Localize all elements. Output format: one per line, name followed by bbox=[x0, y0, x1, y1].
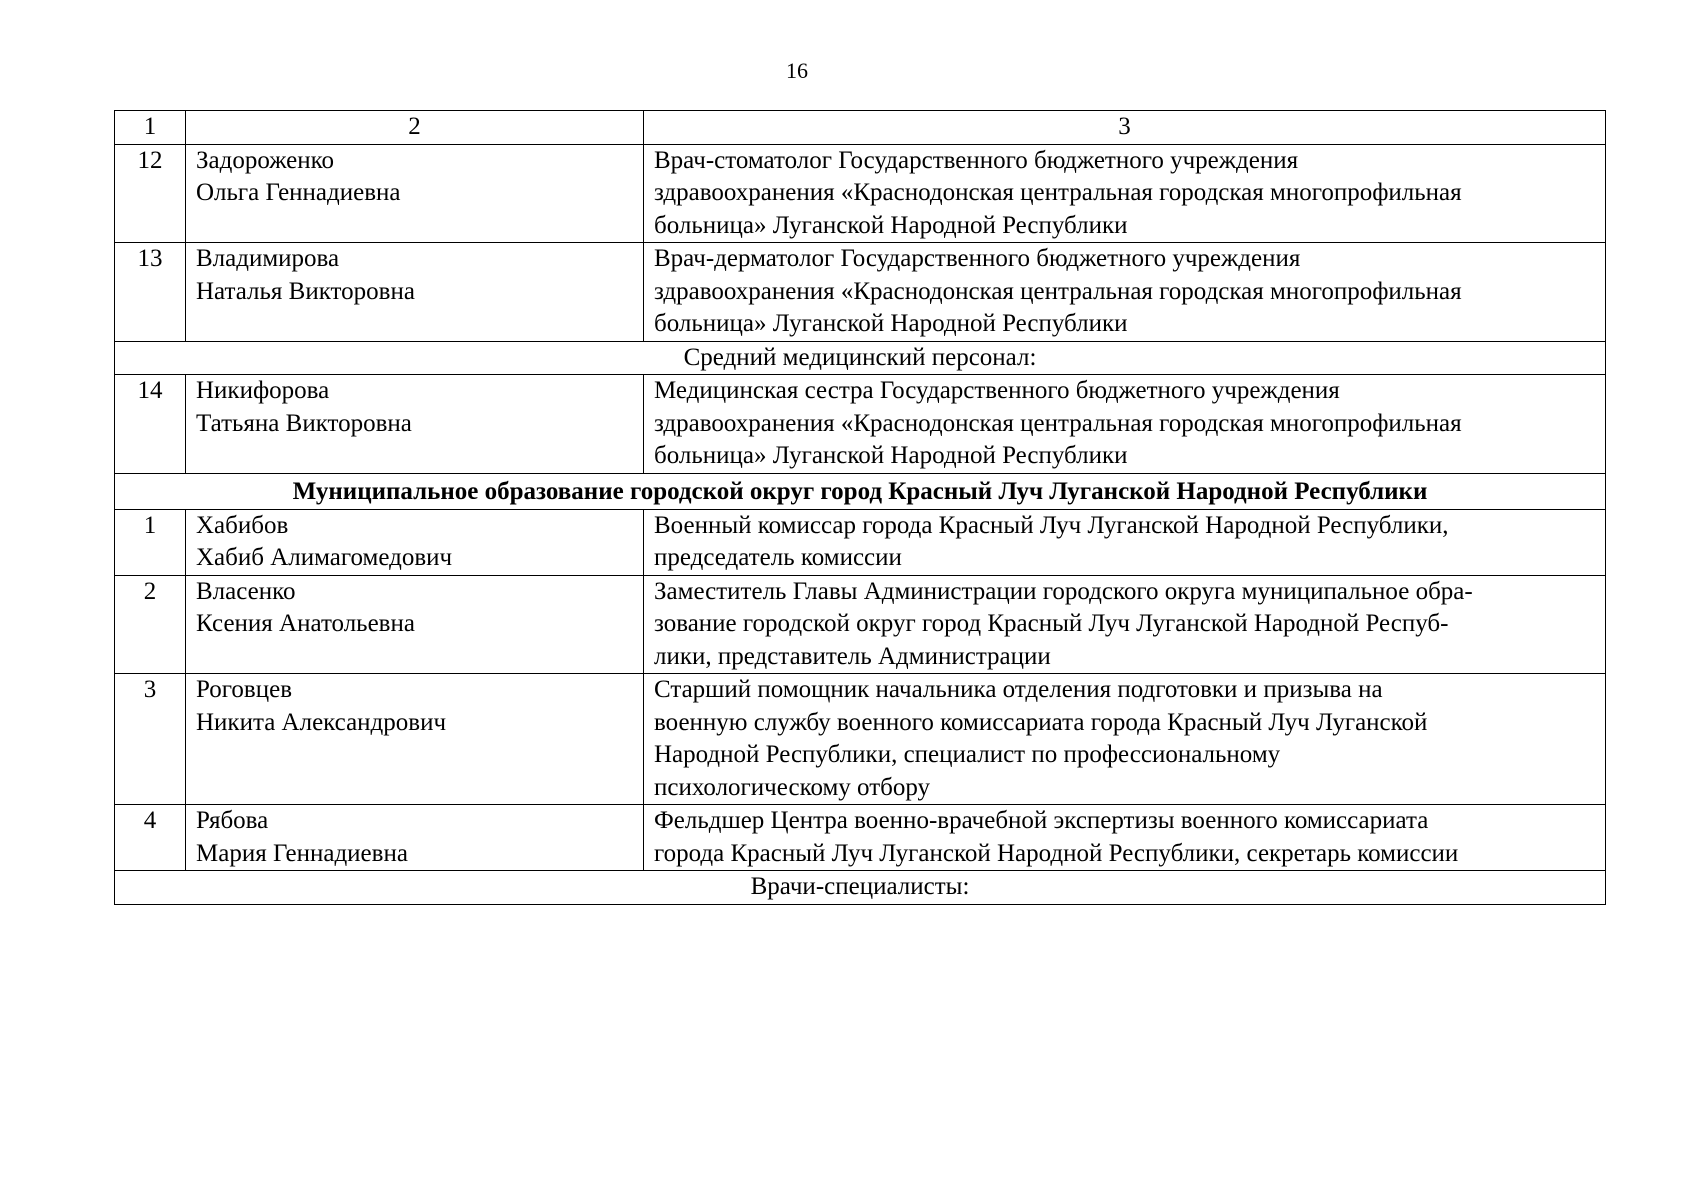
position-line: здравоохранения «Краснодонская центральная городская многопрофильная bbox=[654, 179, 1462, 206]
section-heading-specialists: Врачи-специалисты: bbox=[115, 871, 1606, 905]
position-line: Фельдшер Центра военно-врачебной экспертизы военного комиссариата bbox=[654, 807, 1429, 834]
position-line: Народной Республики, специалист по профессиональному bbox=[654, 741, 1281, 768]
position-line: города Красный Луч Луганской Народной Республики, секретарь комиссии bbox=[654, 839, 1459, 867]
member-surname: Задороженко bbox=[196, 146, 335, 174]
row-number: 2 bbox=[115, 575, 186, 674]
member-name bbox=[186, 243, 644, 342]
member-given-names: Никита Александрович bbox=[196, 708, 447, 736]
row-number: 3 bbox=[115, 674, 186, 805]
table-header-row bbox=[115, 111, 1606, 145]
position-line: председатель комиссии bbox=[654, 544, 902, 571]
position-line: Медицинская сестра Государственного бюджетного учреждения bbox=[654, 377, 1340, 404]
position-line: больница» Луганской Народной Республики bbox=[654, 310, 1128, 337]
position-line: Заместитель Главы Администрации городского округа муниципальное обра- bbox=[654, 577, 1473, 605]
member-name bbox=[186, 575, 644, 674]
member-given-names: Наталья Викторовна bbox=[196, 277, 415, 305]
member-surname: Хабибов bbox=[196, 511, 289, 539]
position-line: Врач-стоматолог Государственного бюджетного учреждения bbox=[654, 146, 1299, 174]
member-given-names: Ольга Геннадиевна bbox=[196, 179, 401, 206]
position-line: лики, представитель Администрации bbox=[654, 642, 1051, 670]
member-surname: Никифорова bbox=[196, 377, 330, 404]
member-name bbox=[186, 674, 644, 805]
position-line: психологическому отбору bbox=[654, 773, 931, 801]
table-row bbox=[115, 509, 1606, 575]
position-line: больница» Луганской Народной Республики bbox=[654, 442, 1128, 469]
section-heading-middle-staff: Средний медицинский персонал: bbox=[115, 341, 1606, 375]
member-name bbox=[186, 805, 644, 871]
section-row bbox=[115, 473, 1606, 509]
row-number: 13 bbox=[115, 243, 186, 342]
column-header-number: 1 bbox=[115, 111, 186, 145]
position-line: Военный комиссар города Красный Луч Луганской Народной Республики, bbox=[654, 511, 1449, 539]
column-header-name: 2 bbox=[186, 111, 644, 145]
member-position bbox=[644, 674, 1606, 805]
section-row bbox=[115, 871, 1606, 905]
member-given-names: Татьяна Викторовна bbox=[196, 409, 412, 437]
position-line: здравоохранения «Краснодонская центральная городская многопрофильная bbox=[654, 277, 1462, 305]
section-heading-municipality: Муниципальное образование городской округ город Красный Луч Луганской Народной Республики bbox=[115, 473, 1606, 509]
table-row bbox=[115, 805, 1606, 871]
row-number: 14 bbox=[115, 375, 186, 474]
member-surname: Владимирова bbox=[196, 245, 340, 272]
row-number: 12 bbox=[115, 144, 186, 243]
position-line: военную службу военного комиссариата города Красный Луч Луганской bbox=[654, 708, 1428, 736]
section-row bbox=[115, 341, 1606, 375]
table-row bbox=[115, 375, 1606, 474]
member-name bbox=[186, 375, 644, 474]
row-number: 1 bbox=[115, 509, 186, 575]
table-row bbox=[115, 243, 1606, 342]
member-position bbox=[644, 575, 1606, 674]
page-number: 16 bbox=[786, 58, 808, 83]
member-surname: Власенко bbox=[196, 577, 296, 605]
member-position bbox=[644, 144, 1606, 243]
table-row bbox=[115, 575, 1606, 674]
table-row bbox=[115, 144, 1606, 243]
position-line: Врач-дерматолог Государственного бюджетного учреждения bbox=[654, 245, 1301, 272]
member-position bbox=[644, 375, 1606, 474]
position-line: здравоохранения «Краснодонская центральная городская многопрофильная bbox=[654, 409, 1462, 437]
member-surname: Рябова bbox=[196, 807, 269, 834]
member-position bbox=[644, 243, 1606, 342]
member-name bbox=[186, 509, 644, 575]
member-given-names: Ксения Анатольевна bbox=[196, 610, 415, 637]
column-header-position: 3 bbox=[644, 111, 1606, 145]
position-line: Старший помощник начальника отделения подготовки и призыва на bbox=[654, 676, 1383, 703]
commission-table bbox=[114, 110, 1606, 905]
table-row bbox=[115, 674, 1606, 805]
member-name bbox=[186, 144, 644, 243]
member-given-names: Хабиб Алимагомедович bbox=[196, 544, 453, 571]
position-line: больница» Луганской Народной Республики bbox=[654, 211, 1128, 239]
position-line: зование городской округ город Красный Луч Луганской Народной Респуб- bbox=[654, 610, 1449, 637]
row-number: 4 bbox=[115, 805, 186, 871]
member-surname: Роговцев bbox=[196, 676, 292, 703]
member-position bbox=[644, 805, 1606, 871]
member-position bbox=[644, 509, 1606, 575]
member-given-names: Мария Геннадиевна bbox=[196, 839, 408, 867]
